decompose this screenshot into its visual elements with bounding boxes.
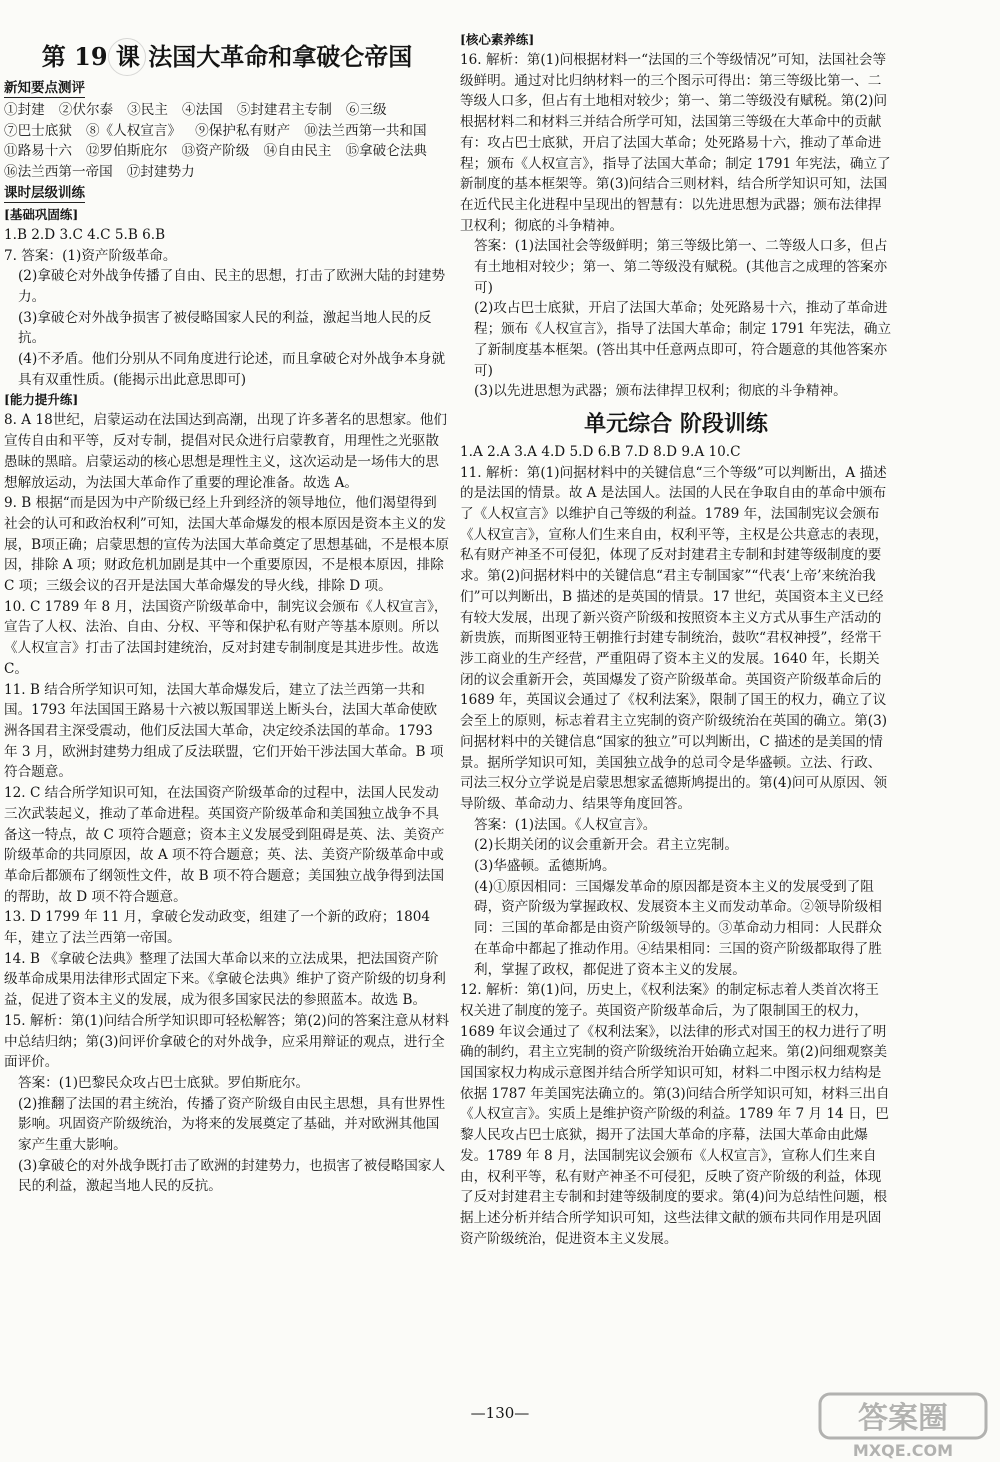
q11-analysis: 11. 解析：第(1)问据材料中的关键信息“三个等级”可以判断出，A 描述的是法国的情景。故 A 是法国人。法国的人民在争取自由的革命中颁布了《人权宣言》以维护自己等级的利益。1789 年，法国制宪议会颁布《人权宣言》，宣称人们生来自由，权利平等，主权是公共意志的表现，私有财产神圣不可侵犯，体现了反对封建君主专制和封建等级制度的要求。第(2)问据材料中的关键信息“君主专制国家”“代表‘上帝’来统治我们”可以判断出，B 描述的是英国的情景。17 世纪，英国资本主义已经有较大发展，出现了新兴资产阶级和按照资本主义方式从事生产活动的新贵族，而斯图亚特王朝推行封建专制统治，鼓吹“君权神授”，经常干涉工商业的生产经营，严重阻碍了资本主义的发展。1640 年，长期关闭的议会重新开会，英国爆发了资产阶级革命。英国资产阶级革命后的 1689 年，英国议会通过了《权利法案》，限制了国王的权力，确立了议会至上的原则，标志着君主立宪制的资产阶级统治在英国的确立。第(3)问据材料中的关键信息“国家的独立”可以判断出，C 描述的是美国的情景。据所学知识可知，美国独立战争的总司令是华盛顿。立法、行政、司法三权分立学说是启蒙思想家孟德斯鸠提出的。第(4)问可从原因、领导阶级、革命动力、结果等角度回答。 — [460, 464, 889, 812]
unit-answers: 1.A 2.A 3.A 4.D 5.D 6.B 7.D 8.D 9.A 10.C — [460, 443, 741, 460]
lesson-title: 第 19 课 法国大革命和拿破仑帝国 — [41, 42, 413, 71]
q16-analysis: 16. 解析：第(1)问根据材料一“法国的三个等级情况”可知，法国社会等级鲜明。通过对比归纳材料一的三个图示可得出：第三等级比第一、二等级人口多，但占有土地相对较少；第一、第二等级没有赋税。第(2)问根据材料二和材料三并结合所学可知，法国第三等级在大革命中的贡献有：攻占巴士底狱，开启了法国大革命；处死路易十六，推动了革命进程；颁布《人权宣言》，指导了法国大革命；制定 1791 年宪法，确立了新制度的基本框架等。第(3)问结合三则材料，结合所学知识可知，法国在近代民主化进程中呈现出的智慧有：以先进思想为武器；颁布法律捍卫权利；彻底的斗争精神。 — [460, 52, 891, 234]
new-knowledge-heading: 新知要点测评 — [4, 80, 85, 96]
watermark-logo — [818, 1392, 988, 1460]
key-point: ⑪路易十六 — [4, 143, 72, 160]
key-point: ⑥三级 — [345, 102, 387, 118]
q15-answer-line: 答案：(1)巴黎民众攻占巴士底狱。罗伯斯庇尔。 — [18, 1074, 310, 1091]
q7-line: (4)不矛盾。他们分别从不同角度进行论述，而且拿破仑对外战争本身就具有双重性质。(能揭示出此意思即可) — [18, 351, 446, 388]
key-point: ⑮拿破仑法典 — [345, 143, 428, 160]
q11-answer-line: (3)华盛顿。孟德斯鸠。 — [474, 858, 616, 875]
q7-line: (3)拿破仑对外战争损害了被侵略国家人民的利益，激起当地人民的反抗。 — [18, 309, 432, 347]
key-points-list — [4, 100, 450, 183]
basic-tag: [基础巩固练] — [4, 206, 79, 222]
key-point: ⑦巴士底狱 — [4, 122, 72, 139]
q11-answer-line: (4)①原因相同：三国爆发革命的原因都是资本主义的发展受到了阻碍，资产阶级为掌握政权、发展资本主义而发动革命。②领导阶级相同：三国的革命都是由资产阶级领导的。③革命动力相同：人民群众在革命中都起了推动作用。④结果相同：三国的资产阶级都取得了胜利，掌握了政权，都促进了资本主义的发展。 — [474, 878, 882, 978]
right-column — [460, 30, 892, 1249]
q16-answer-line: (3)以先进思想为武器；颁布法律捍卫权利；彻底的斗争精神。 — [474, 383, 847, 400]
key-point: ⑯法兰西第一帝国 — [4, 164, 113, 181]
q15-answer-line: (3)拿破仑的对外战争既打击了欧洲的封建势力，也损害了被侵略国家人民的利益，激起当地人民的反抗。 — [18, 1157, 446, 1195]
q16-answer-line: 答案：(1)法国社会等级鲜明；第三等级比第一、二等级人口多，但占有土地相对较少；第一、第二等级没有赋税。(其他言之成理的答案亦可) — [474, 238, 888, 296]
key-point: ⑨保护私有财产 — [195, 122, 291, 139]
question-answer: 9. B 根据“而是因为中产阶级已经上升到经济的领导地位，他们渴望得到社会的认可和政治权利”可知，法国大革命爆发的根本原因是资本主义的发展，B项正确；启蒙思想的宣传为法国大革命奠定了思想基础，不是根本原因，排除 A 项；财政危机加剧是其中一个重要原因，不是根本原因，排除 C 项；三级会议的召开是法国大革命爆发的导火线，排除 D 项。 — [4, 495, 449, 595]
question-answer: 13. D 1799 年 11 月，拿破仑发动政变，组建了一个新的政府；1804 年，建立了法兰西第一帝国。 — [4, 909, 431, 947]
key-point: ④法国 — [181, 102, 223, 118]
q7-line: (2)拿破仑对外战争传播了自由、民主的思想，打击了欧洲大陆的封建势力。 — [18, 268, 446, 305]
key-point: ⑫罗伯斯庇尔 — [85, 143, 168, 160]
q7-line: 7. 答案：(1)资产阶级革命。 — [4, 247, 177, 264]
q11-answer-line: (2)长期关闭的议会重新开会。君主立宪制。 — [474, 837, 738, 854]
key-point: ⑰封建势力 — [126, 164, 195, 181]
key-point: ⑧《人权宣言》 — [85, 122, 182, 139]
left-column — [4, 30, 450, 1197]
key-point: ⑩法兰西第一共和国 — [304, 122, 427, 139]
training-heading: 课时层级训练 — [4, 184, 85, 201]
core-tag: [核心素养练] — [460, 32, 535, 47]
key-point: ②伏尔泰 — [58, 102, 114, 118]
q16-answer-line: (2)攻占巴士底狱，开启了法国大革命；处死路易十六，推动了革命进程；颁布《人权宣言》，指导了法国大革命；制定 1791 年宪法，确立了新制度基本框架。(答出其中任意两点即可，符合题意的其他答案亦可) — [474, 300, 892, 379]
key-point: ⑤封建君主专制 — [236, 102, 332, 118]
watermark-text: 答案圈 — [858, 1401, 948, 1436]
question-answer: 10. C 1789 年 8 月，法国资产阶级革命中，制宪议会颁布《人权宣言》，宣告了人权、法治、自由、分权、平等和保护私有财产等基本原则。所以《人权宣言》打击了法国封建统治，反对封建专制制度是其进步性。故选 C。 — [4, 598, 448, 677]
q11-answer-line: 答案：(1)法国。《人权宣言》。 — [474, 816, 657, 833]
key-point: ⑬资产阶级 — [181, 143, 250, 160]
question-answer: 15. 解析：第(1)问结合所学知识即可轻松解答；第(2)问的答案注意从材料中总结归纳；第(3)问评价拿破仑的对外战争，应采用辩证的观点，进行全面评价。 — [4, 1012, 450, 1071]
key-point: ③民主 — [127, 102, 168, 118]
key-point: ⑭自由民主 — [263, 143, 332, 160]
basic-answers: 1.B 2.D 3.C 4.C 5.B 6.B — [4, 226, 166, 243]
key-point: ①封建 — [4, 102, 45, 118]
question-answer: 12. C 结合所学知识可知，在法国资产阶级革命的过程中，法国人民发动三次武装起义，推动了革命进程。英国资产阶级革命和美国独立战争不具备这一特点，故 C 项符合题意；资本主义发展受到阻碍是英、法、美资产阶级革命的共同原因，故 A 项不符合题意；英、法、美资产阶级革命中或革命后都颁布了纲领性文件，故 B 项不符合题意；美国独立战争得到法国的帮助，故 D 项不符合题意。 — [4, 785, 445, 905]
unit-title: 单元综合 阶段训练 — [584, 410, 768, 437]
question-answer: 11. B 结合所学知识可知，法国大革命爆发后，建立了法兰西第一共和国。1793 年法国国王路易十六被以叛国罪送上断头台，法国大革命使欧洲各国君主深受震动，他们反法国大革命，决定绞杀法国的革命。1793 年 3 月，欧洲封建势力组成了反法联盟，它们开始干涉法国大革命。B 项符合题意。 — [4, 681, 444, 781]
question-answer: 14. B 《拿破仑法典》整理了法国大革命以来的立法成果，把法国资产阶级革命成果用法律形式固定下来。《拿破仑法典》维护了资产阶级的切身利益，促进了资本主义的发展，成为很多国家民法的参照蓝本。故选 B。 — [4, 950, 446, 1009]
ability-tag: [能力提升练] — [4, 392, 79, 408]
q12-analysis: 12. 解析：第(1)问，历史上，《权利法案》的制定标志着人类首次将王权关进了制度的笼子。英国资产阶级革命后，为了限制国王的权力，1689 年议会通过了《权利法案》，以法律的形式对国王的权力进行了明确的制约，君主立宪制的资产阶级统治开始确立起来。第(2)问细观察美国国家权力构成示意图并结合所学知识可知，材料二中图示权力结构是依据 1787 年美国宪法确立的。第(3)问结合所学知识可知，材料三出自《人权宣言》。实质上是维护资产阶级的利益。1789 年 7 月 14 日，巴黎人民攻占巴士底狱，揭开了法国大革命的序幕，法国大革命由此爆发。1789 年 8 月，法国制宪议会颁布《人权宣言》，宣称人们生来自由，权利平等，私有财产神圣不可侵犯，反映了资产阶级的利益，体现了反对封建君主专制和封建等级制度的要求。第(4)问为总结性问题，根据上述分析并结合所学知识可知，这些法律文献的颁布共同作用是巩固资产阶级统治，促进资本主义发展。 — [460, 982, 890, 1247]
page-number: —130— — [470, 1404, 530, 1422]
question-answer: 8. A 18世纪，启蒙运动在法国达到高潮，出现了许多著名的思想家。他们宣传自由和平等，反对专制，提倡对民众进行启蒙教育，用理性之光驱散愚昧的黑暗。启蒙运动的核心思想是理性主义，这次运动是一场伟大的思想解放运动，为法国大革命作了重要的理论准备。故选 A。 — [4, 412, 447, 491]
watermark-url: MXQE.COM — [852, 1441, 954, 1460]
q15-answer-line: (2)推翻了法国的君主统治，传播了资产阶级自由民主思想，具有世界性影响。巩固资产阶级统治，为将来的发展奠定了基础，并对欧洲其他国家产生重大影响。 — [18, 1095, 446, 1154]
